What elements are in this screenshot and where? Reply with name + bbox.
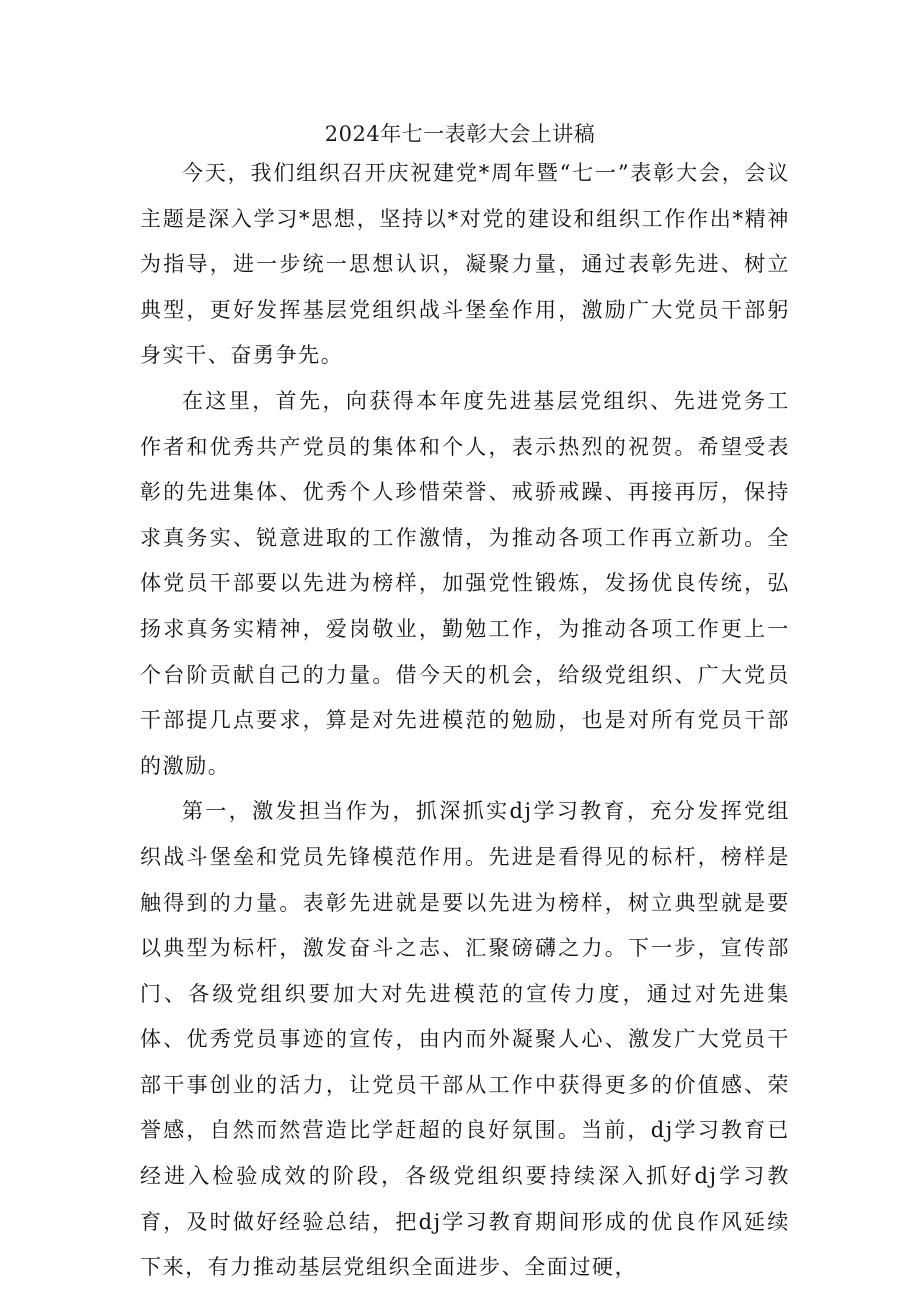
paragraph-opening: 今天，我们组织召开庆祝建党*周年暨“七一”表彰大会，会议主题是深入学习*思想，坚持以*对党的建设和组织工作作出*精神为指导，进一步统一思想认识，凝聚力量，通过表彰先进、树立典型，更好发挥基层党组织战斗堡垒作用，激励广大党员干部躬身实干、奋勇争先。 bbox=[140, 161, 790, 368]
document-title: 2024年七一表彰大会上讲稿 bbox=[324, 122, 596, 146]
paragraph-first-requirement: 第一，激发担当作为，抓深抓实dj学习教育，充分发挥党组织战斗堡垒和党员先锋模范作用。先进是看得见的标杆，榜样是触得到的力量。表彰先进就是要以先进为榜样，树立典型就是要以典型为标杆，激发奋斗之志、汇聚磅礴之力。下一步，宣传部门、各级党组织要加大对先进模范的宣传力度，通过对先进集体、优秀党员事迹的宣传，由内而外凝聚人心、激发广大党员干部干事创业的活力，让党员干部从工作中获得更多的价值感、荣誉感，自然而然营造比学赶超的良好氛围。当前，dj学习教育已经进入检验成效的阶段，各级党组织要持续深入抓好dj学习教育，及时做好经验总结，把dj学习教育期间形成的优良作风延续下来，有力推动基层党组织全面进步、全面过硬， bbox=[140, 799, 790, 1280]
document-body bbox=[140, 151, 790, 1291]
paragraph-congratulations: 在这里，首先，向获得本年度先进基层党组织、先进党务工作者和优秀共产党员的集体和个人，表示热烈的祝贺。希望受表彰的先进集体、优秀个人珍惜荣誉、戒骄戒躁、再接再厉，保持求真务实、锐意进取的工作激情，为推动各项工作再立新功。全体党员干部要以先进为榜样，加强党性锻炼，发扬优良传统，弘扬求真务实精神，爱岗敬业，勤勉工作，为推动各项工作更上一个台阶贡献自己的力量。借今天的机会，给级党组织、广大党员干部提几点要求，算是对先进模范的勉励，也是对所有党员干部的激励。 bbox=[140, 388, 790, 778]
